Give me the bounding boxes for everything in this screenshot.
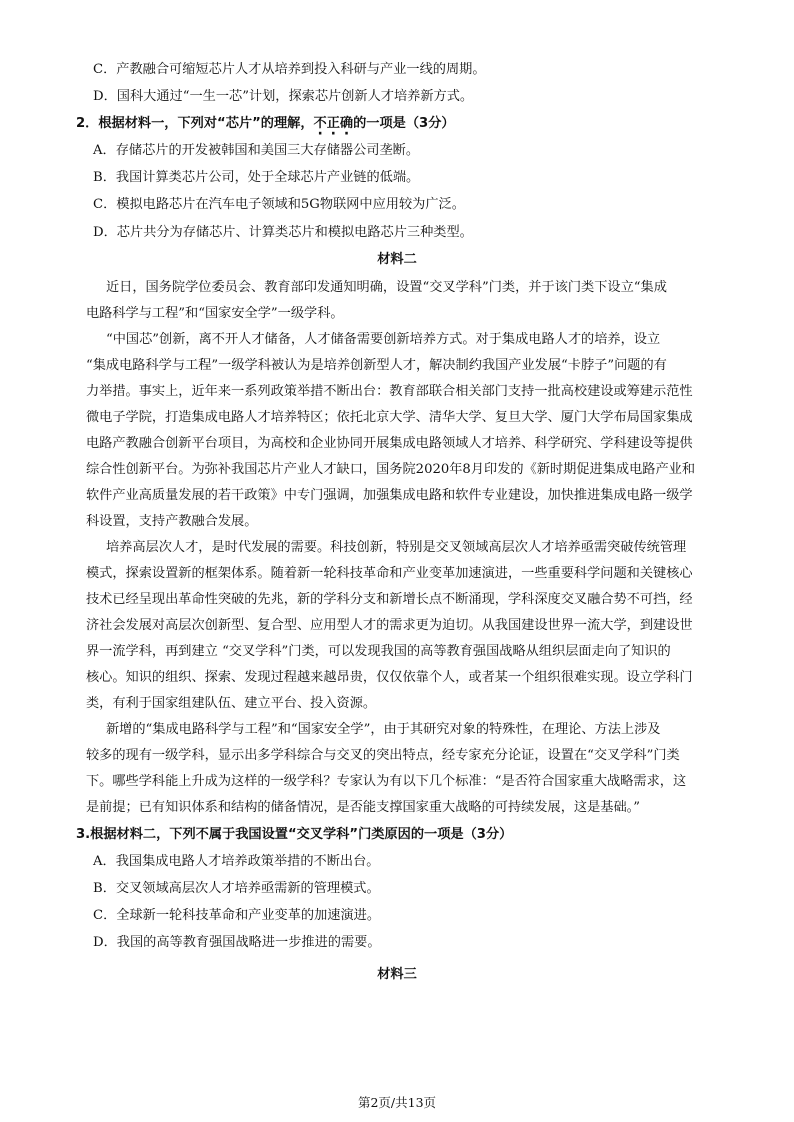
q2-option-a: A．存储芯片的开发被韩国和美国三大存储器公司垄断。 xyxy=(93,143,420,158)
q1-option-d: D．国科大通过“一生一芯”计划，探索芯片创新人才培养新方式。 xyxy=(93,89,474,104)
m2-line: 下。哪些学科能上升成为这样的一级学科？专家认为有以下几个标准：“是否符合国家重大战略需求，这 xyxy=(86,774,687,789)
m2-line: 技术已经呈现出革命性突破的先兆，新的学科分支和新增长点不断涌现，学科深度交叉融合势不可挡，经 xyxy=(86,592,693,607)
m2-line: 科设置，支持产教融合发展。 xyxy=(86,514,258,529)
q2-option-c: C．模拟电路芯片在汽车电子领域和5G物联网中应用较为广泛。 xyxy=(93,197,465,212)
m2-line: 微电子学院，打造集成电路人才培养特区；依托北京大学、清华大学、复旦大学、厦门大学布局国家集成 xyxy=(86,410,693,425)
m2-line: 类，有利于国家组建队伍、建立平台、投入资源。 xyxy=(86,696,377,711)
m2-line: 济社会发展对高层次创新型、复合型、应用型人才的需求更为迫切。从我国建设世界一流大学，到建设世 xyxy=(86,618,693,633)
m2-line: 电路产教融合创新平台项目，为高校和企业协同开展集成电路领域人才培养、科学研究、学科建设等提供 xyxy=(86,436,693,451)
m2-line: 电路科学与工程”和“国家安全学”一级学科。 xyxy=(86,306,344,321)
m2-line: 模式，探索设置新的框架体系。随着新一轮科技革命和产业变革加速演进，一些重要科学问题和关键核心 xyxy=(86,566,693,581)
q2-option-d: D．芯片共分为存储芯片、计算类芯片和模拟电路芯片三种类型。 xyxy=(93,225,473,240)
m2-line: 界一流学科，再到建立 “交叉学科”门类，可以发现我国的高等教育强国战略从组织层面走向了知识的 xyxy=(86,644,671,659)
m2-line: 核心。知识的组织、探索、发现过程越来越昂贵，仅仅依靠个人，或者某一个组织很难实现。设立学科门 xyxy=(86,670,693,685)
q2-option-b: B．我国计算类芯片公司，处于全球芯片产业链的低端。 xyxy=(93,170,420,185)
material-2-title: 材料二 xyxy=(377,252,417,267)
q2-emphasis-3: 确 xyxy=(339,116,354,131)
q3-option-a: A．我国集成电路人才培养政策举措的不断出台。 xyxy=(93,854,380,869)
m2-line: 近日，国务院学位委员会、教育部印发通知明确，设置“交叉学科”门类，并于该门类下设立“集成 xyxy=(106,280,667,295)
question-3-stem: 3.根据材料二，下列不属于我国设置“交叉学科”门类原因的一项是（3分） xyxy=(76,827,513,842)
material-3-title: 材料三 xyxy=(377,967,417,982)
m2-line: “中国芯”创新，离不开人才储备，人才储备需要创新培养方式。对于集成电路人才的培养，设立 xyxy=(106,332,661,347)
q1-option-c: C．产教融合可缩短芯片人才从培养到投入科研与产业一线的周期。 xyxy=(93,62,486,77)
q2-stem-prefix: 2．根据材料一，下列对“芯片”的理解， xyxy=(76,116,314,131)
m2-line: “集成电路科学与工程”一级学科被认为是培养创新型人才，解决制约我国产业发展“卡脖子”问题的有 xyxy=(86,358,667,373)
q3-option-d: D．我国的高等教育强国战略进一步推进的需要。 xyxy=(93,935,381,950)
m2-line: 力举措。事实上，近年来一系列政策举措不断出台：教育部联合相关部门支持一批高校建设或筹建示范性 xyxy=(86,384,693,399)
q2-stem-suffix: 的一项是（3分） xyxy=(353,116,455,131)
q3-option-c: C．全球新一轮科技革命和产业变革的加速演进。 xyxy=(93,908,381,923)
q3-option-b: B．交叉领域高层次人才培养亟需新的管理模式。 xyxy=(93,881,380,896)
m2-line: 较多的现有一级学科，显示出多学科综合与交叉的突出特点，经专家充分论证，设置在“交叉学科”门类 xyxy=(86,748,680,763)
m2-line: 是前提；已有知识体系和结构的储备情况，是否能支撑国家重大战略的可持续发展，这是基础。” xyxy=(86,800,641,815)
q2-emphasis-2: 正 xyxy=(326,116,340,131)
m2-line: 新增的“集成电路科学与工程”和“国家安全学”，由于其研究对象的特殊性，在理论、方法上涉及 xyxy=(106,722,661,737)
m2-line: 培养高层次人才，是时代发展的需要。科技创新，特别是交叉领域高层次人才培养亟需突破传统管理 xyxy=(106,540,687,555)
q2-emphasis-1: 不 xyxy=(313,116,327,131)
page-footer: 第2页/共13页 xyxy=(357,1095,437,1110)
m2-line: 综合性创新平台。为弥补我国芯片产业人才缺口，国务院2020年8月印发的《新时期促进集成电路产业和 xyxy=(86,462,696,477)
question-2-stem xyxy=(76,115,455,133)
m2-line: 软件产业高质量发展的若干政策》中专门强调，加强集成电路和软件专业建设，加快推进集成电路一级学 xyxy=(86,488,693,503)
